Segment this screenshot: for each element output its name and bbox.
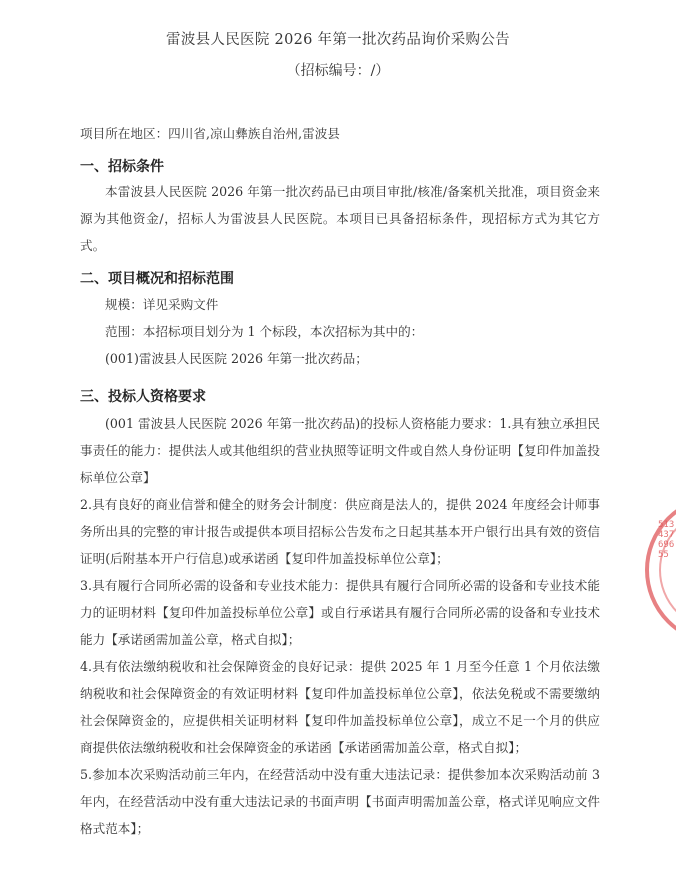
- section-1-heading: 一、招标条件: [80, 159, 164, 175]
- location-line: 项目所在地区：四川省,凉山彝族自治州,雷波县: [80, 126, 340, 141]
- qualification-item-2: 2.具有良好的商业信誉和健全的财务会计制度：供应商是法人的，提供 2024 年度经会计师事务所出具的完整的审计报告或提供本项目招标公告发布之日起其基本开户银行出具有效的资信证明(后附基本开户行信息)或承诺函【复印件加盖投标单位公章】；: [80, 497, 600, 566]
- project-location: [80, 120, 600, 147]
- document-title: 雷波县人民医院 2026 年第一批次药品询价采购公告: [166, 32, 510, 48]
- qualification-item-3: 3.具有履行合同所必需的设备和专业技术能力：提供具有履行合同所必需的设备和专业技术能力的证明材料【复印件加盖投标单位公章】或自行承诺具有履行合同所必需的设备和专业技术能力【承诺函需加盖公章，格式自拟】；: [80, 578, 600, 647]
- section-3-heading: 三、投标人资格要求: [80, 389, 206, 405]
- seal-number: 51343769655: [658, 520, 675, 560]
- section-2-heading: 二、项目概况和招标范围: [80, 271, 234, 287]
- lot-line: (001)雷波县人民医院 2026 年第一批次药品；: [105, 351, 368, 366]
- section-2-body: [80, 291, 600, 372]
- section-1-body: [80, 178, 600, 259]
- section-3-body: [80, 410, 600, 842]
- qualification-item-5: 5.参加本次采购活动前三年内，在经营活动中没有重大违法记录：提供参加本次采购活动前 3 年内，在经营活动中没有重大违法记录的书面声明【书面声明需加盖公章，格式详见响应文件格式范本】；: [80, 767, 600, 836]
- qualification-item-4: 4.具有依法缴纳税收和社会保障资金的良好记录：提供 2025 年 1 月至今任意 1 个月依法缴纳税收和社会保障资金的有效证明材料【复印件加盖投标单位公章】，依法免税或不需要缴纳社会保障资金的，应提供相关证明材料【复印件加盖投标单位公章】，成立不足一个月的供应商提供依法缴纳税收和社会保障资金的承诺函【承诺函需加盖公章，格式自拟】；: [80, 659, 600, 755]
- scope-line: 范围：本招标项目划分为 1 个标段，本次招标为其中的：: [105, 324, 424, 339]
- official-seal: [645, 495, 676, 645]
- section-1-paragraph: 本雷波县人民医院 2026 年第一批次药品已由项目审批/核准/备案机关批准，项目资金来源为其他资金/，招标人为雷波县人民医院。本项目已具备招标条件，现招标方式为其它方式。: [80, 184, 600, 253]
- scale-line: 规模：详见采购文件: [105, 297, 219, 312]
- qualification-intro: (001 雷波县人民医院 2026 年第一批次药品)的投标人资格能力要求：1.具有独立承担民事责任的能力：提供法人或其他组织的营业执照等证明文件或自然人身份证明【复印件加盖投标单位公章】: [80, 416, 600, 485]
- tender-number: （招标编号：/）: [286, 63, 390, 79]
